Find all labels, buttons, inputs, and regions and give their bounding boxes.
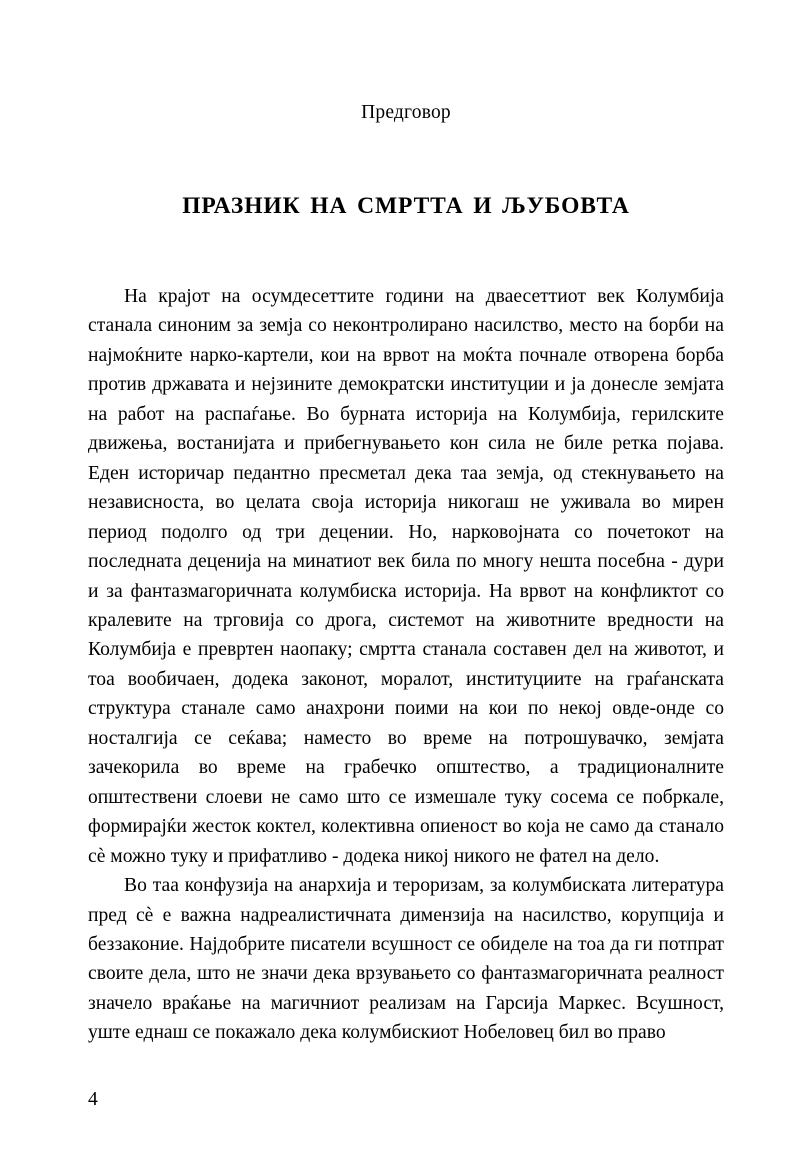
chapter-title: ПРАЗНИК НА СМРТТА И ЉУБОВТА — [182, 192, 630, 219]
body-paragraph: Во таа конфузија на анархија и тероризам, за колумбиската литература пред сѐ е важна надреалистичната димензија на насилство, корупција и беззаконие. Најдобрите писатели всушност се обиделе на тоа да ги потпрат своите дела, што не значи дека врзувањето со фантазмагоричната реалност значело враќање на магичниот реализам на Гарсија Маркес. Всушност, уште еднаш се покажало дека колумбискиот Нобеловец бил во право — [88, 875, 724, 1044]
body-paragraph: На крајот на осумдесеттите години на дваесеттиот век Колумбија станала синоним за земја со неконтролирано насилство, место на борби на најмоќните нарко-картели, кои на врвот на моќта почнале отворена борба против државата и нејзините демократски институции и ја донесле земјата на работ на распаѓање. Во бурната историја на Колумбија, герилските движења, востанијата и прибегнувањето кон сила не биле ретка појава. Еден историчар педантно пресметал дека таа земја, од стекнувањето на независноста, во целата своја историја никогаш не уживала во мирен период подолго од три децении. Но, нарковојната со почетокот на последната деценија на минатиот век била по многу нешта посебна - дури и за фантазмагоричната колумбиска историја. На врвот на конфликтот со кралевите на трговија со дрога, системот на животните вредности на Колумбија е превртен наопаку; смртта станала составен дел на животот, и тоа вообичаен, додека законот, моралот, институциите на граѓанската структура станале само анахрони поими на кои по некој овде-онде со носталгија се сеќава; наместо во време на потрошувачко, земјата зачекорила во време на грабечко општество, а традиционалните општествени слоеви не само што се измешале туку сосема се побркале, формирајќи жесток коктел, колективна опиеност во која не само да станало сѐ можно туку и прифатливо - додека никој никого не фател на дело. — [88, 286, 724, 867]
body-text-block — [88, 282, 724, 1048]
page-number: 4 — [88, 1089, 98, 1110]
preface-kicker: Предговор — [361, 102, 451, 123]
